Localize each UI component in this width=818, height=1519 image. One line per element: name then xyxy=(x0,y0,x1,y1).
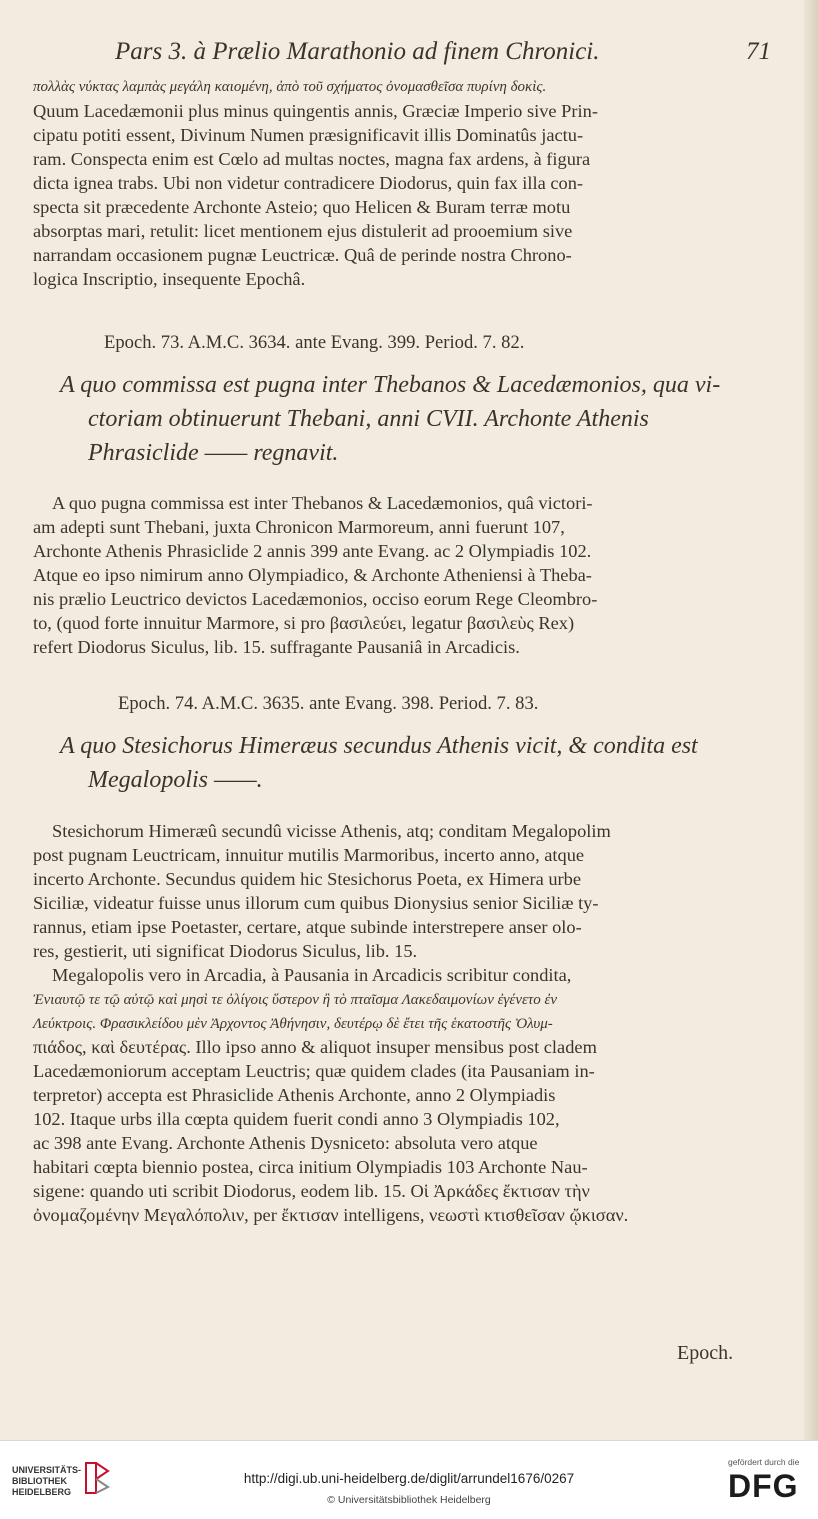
text-line: specta sit præcedente Archonte Asteio; quo Helicen & Buram terræ motu xyxy=(33,197,571,217)
text-line: πιάδος, καὶ δευτέρας. Illo ipso anno & aliquot insuper mensibus post cladem xyxy=(33,1037,597,1057)
text-line: Lacedæmoniorum acceptam Leuctris; quæ quidem clades (ita Pausaniam in- xyxy=(33,1061,595,1081)
text-line: Stesichorum Himeræû secundû vicisse Athenis, atq; conditam Megalopolim xyxy=(52,821,611,841)
text-line: sigene: quando uti scribit Diodorus, eodem lib. 15. Οἱ Ἀρκάδες ἔκτισαν τὴν xyxy=(33,1181,590,1201)
text-line: habitari cœpta biennio postea, circa initium Olympiadis 103 Archonte Nau- xyxy=(33,1157,588,1177)
text-line: refert Diodorus Siculus, lib. 15. suffragante Pausaniâ in Arcadicis. xyxy=(33,637,520,657)
text-line: to, (quod forte innuitur Marmore, si pro βασιλεύει, legatur βασιλεὺς Rex) xyxy=(33,613,575,633)
text-line: ram. Conspecta enim est Cœlo ad multas noctes, magna fax ardens, à figura xyxy=(33,149,591,169)
text-line: am adepti sunt Thebani, juxta Chronicon Marmoreum, anni fuerunt 107, xyxy=(33,517,565,537)
epoch-74-heading: A quo Stesichorus Himeræus secundus Athenis vicit, & condita est xyxy=(60,733,698,759)
epoch-73-heading: ctoriam obtinuerunt Thebani, anni CVII. Archonte Athenis xyxy=(88,406,649,432)
page-edge-shadow xyxy=(804,0,818,1440)
text-line: post pugnam Leuctricam, innuitur mutilis Marmoribus, incerto anno, atque xyxy=(33,845,585,865)
viewer-footer xyxy=(0,1440,818,1519)
text-line: Archonte Athenis Phrasiclide 2 annis 399 ante Evang. ac 2 Olympiadis 102. xyxy=(33,541,592,561)
epoch-73-heading: A quo commissa est pugna inter Thebanos & Lacedæmonios, qua vi- xyxy=(60,372,721,398)
funded-by-label: gefördert durch die xyxy=(728,1457,800,1467)
text-line: ac 398 ante Evang. Archonte Athenis Dysniceto: absoluta vero atque xyxy=(33,1133,538,1153)
dfg-logo: DFG xyxy=(728,1468,799,1504)
text-line: ὀνομαζομένην Μεγαλόπολιν, per ἔκτισαν intelligens, νεωστὶ κτισθεῖσαν ᾤκισαν. xyxy=(33,1205,629,1225)
running-head: Pars 3. à Prælio Marathonio ad finem Chronici. xyxy=(115,38,600,65)
library-logo-text: UNIVERSITÄTS- BIBLIOTHEK HEIDELBERG xyxy=(12,1465,82,1497)
text-line: cipatu potiti essent, Divinum Numen præsignificavit illis Dominatûs jactu- xyxy=(33,125,584,145)
greek-text-line: Λεύκτροις. Φρασικλείδου μὲν Ἀρχοντος Ἀθήνησιν, δευτέρῳ δὲ ἔτει τῆς ἑκατοστῆς Ὀλυμ- xyxy=(33,1016,553,1032)
text-line: A quo pugna commissa est inter Thebanos & Lacedæmonios, quâ victori- xyxy=(52,493,593,513)
page-number: 71 xyxy=(746,38,771,65)
text-line: rannus, etiam ipse Poetaster, certare, atque subinde interstrepere anser olo- xyxy=(33,917,582,937)
text-line: incerto Archonte. Secundus quidem hic Stesichorus Poeta, ex Himera urbe xyxy=(33,869,582,889)
text-line: 102. Itaque urbs illa cœpta quidem fuerit condi anno 3 Olympiadis 102, xyxy=(33,1109,560,1129)
text-line: Atque eo ipso nimirum anno Olympiadico, & Archonte Atheniensi à Theba- xyxy=(33,565,592,585)
text-line: Quum Lacedæmonii plus minus quingentis annis, Græciæ Imperio sive Prin- xyxy=(33,101,598,121)
text-line: Megalopolis vero in Arcadia, à Pausania in Arcadicis scribitur condita, xyxy=(52,965,572,985)
greek-text-line: Ἐνιαυτῷ τε τῷ αὐτῷ καὶ μησὶ τε ὀλίγοις ὕστερον ἢ τὸ πταῖσμα Λακεδαιμονίων ἐγένετο ἐν xyxy=(33,992,558,1008)
catchword: Epoch. xyxy=(677,1342,734,1364)
text-line: logica Inscriptio, insequente Epochâ. xyxy=(33,269,306,289)
epoch-73-label: Epoch. 73. A.M.C. 3634. ante Evang. 399. Period. 7. 82. xyxy=(104,332,525,353)
text-line: narrandam occasionem pugnæ Leuctricæ. Quâ de perinde nostra Chrono- xyxy=(33,245,572,265)
epoch-74-heading: Megalopolis ——. xyxy=(88,767,263,793)
epoch-74-label: Epoch. 74. A.M.C. 3635. ante Evang. 398. Period. 7. 83. xyxy=(118,693,539,714)
text-line: nis prælio Leuctrico devictos Lacedæmonios, occiso eorum Rege Cleombro- xyxy=(33,589,598,609)
text-line: Siciliæ, videatur fuisse unus illorum cum quibus Dionysius senior Siciliæ ty- xyxy=(33,893,599,913)
permalink-url[interactable]: http://digi.ub.uni-heidelberg.de/diglit/arrundel1676/0267 xyxy=(243,1471,575,1486)
epoch-73-heading: Phrasiclide —— regnavit. xyxy=(88,440,339,466)
copyright-notice: © Universitätsbibliothek Heidelberg xyxy=(327,1494,491,1506)
greek-text-line: πολλὰς νύκτας λαμπὰς μεγάλη καιομένη, ἀπὸ τοῦ σχήματος ὀνομασθεῖσα πυρίνη δοκὶς. xyxy=(33,79,547,95)
text-line: res, gestierit, uti significat Diodorus Siculus, lib. 15. xyxy=(33,941,418,961)
text-line: absorptas mari, retulit: licet mentionem ejus distulerit ad prooemium sive xyxy=(33,221,573,241)
text-line: terpretor) accepta est Phrasiclide Athenis Archonte, anno 2 Olympiadis xyxy=(33,1085,556,1105)
text-line: dicta ignea trabs. Ubi non videtur contradicere Diodorus, quin fax illa con- xyxy=(33,173,584,193)
